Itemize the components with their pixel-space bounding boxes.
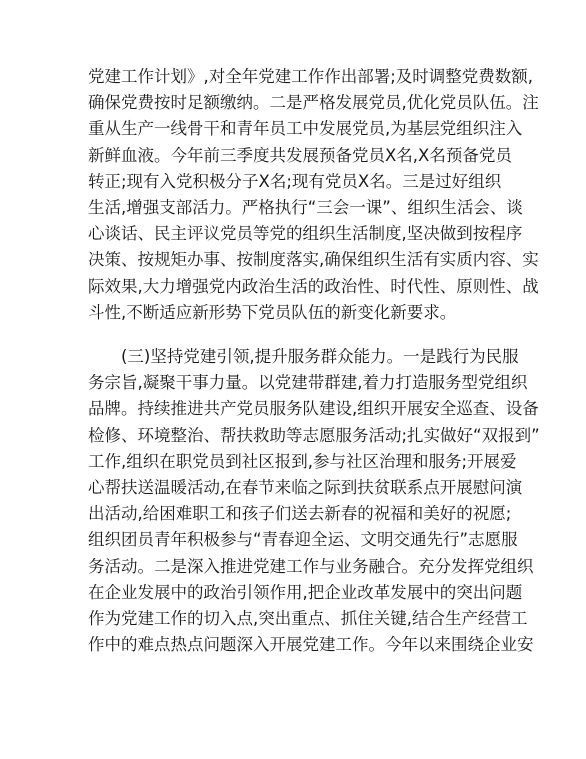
- text-line: 检修、环境整治、帮扶救助等志愿服务活动;扎实做好“双报到”: [88, 425, 540, 445]
- text-line: 工作,组织在职党员到社区报到,参与社区治理和服务;开展爱: [88, 451, 517, 471]
- text-line: 在企业发展中的政治引领作用,把企业改革发展中的突出问题: [88, 582, 523, 602]
- text-line: 作为党建工作的切入点,突出重点、抓住关键,结合生产经营工: [88, 608, 528, 628]
- text-line: 党建工作计划》,对全年党建工作作出部署;及时调整党费数额,: [88, 67, 534, 86]
- text-line: 作中的难点热点问题深入开展党建工作。今年以来围绕企业安: [88, 635, 534, 655]
- text-line: 组织团员青年积极参与“青春迎全运、文明交通先行”志愿服: [88, 530, 518, 550]
- text-line: 转正;现有入党积极分子X名;现有党员X名。三是过好组织: [88, 171, 502, 191]
- paragraph-heading-line: (三)坚持党建引领,提升服务群众能力。一是践行为民服: [121, 347, 519, 366]
- text-line: 重从生产一线骨干和青年员工中发展党员,为基层党组织注入: [88, 119, 523, 139]
- text-line: 心帮扶送温暖活动,在春节来临之际到扶贫联系点开展慰问演: [88, 477, 523, 497]
- text-line: 新鲜血液。今年前三季度共发展预备党员X名,X名预备党员: [88, 145, 512, 165]
- text-line: 心谈话、民主评议党员等党的组织生活制度,坚决做到按程序: [88, 224, 523, 244]
- text-line: 决策、按规矩办事、按制度落实,确保组织生活有实质内容、实: [88, 250, 539, 270]
- text-line: 生活,增强支部活力。严格执行“三会一课”、组织生活会、谈: [88, 197, 523, 217]
- text-line: 出活动,给困难职工和孩子们送去新春的祝福和美好的祝愿;: [88, 504, 512, 524]
- text-line: 务宗旨,凝聚干事力量。以党建带群建,着力打造服务型党组织: [88, 373, 528, 393]
- text-line: 确保党费按时足额缴纳。二是严格发展党员,优化党员队伍。注: [88, 93, 539, 113]
- text-line: 务活动。二是深入推进党建工作与业务融合。充分发挥党组织: [88, 556, 534, 576]
- paragraph-party-organization-life: [88, 64, 539, 326]
- paragraph-service-capability: [88, 344, 540, 658]
- text-line: 际效果,大力增强党内政治生活的政治性、时代性、原则性、战: [88, 276, 539, 296]
- text-line: 品牌。持续推进共产党员服务队建设,组织开展安全巡查、设备: [88, 399, 539, 419]
- text-line: 斗性,不断适应新形势下党员队伍的新变化新要求。: [88, 302, 457, 322]
